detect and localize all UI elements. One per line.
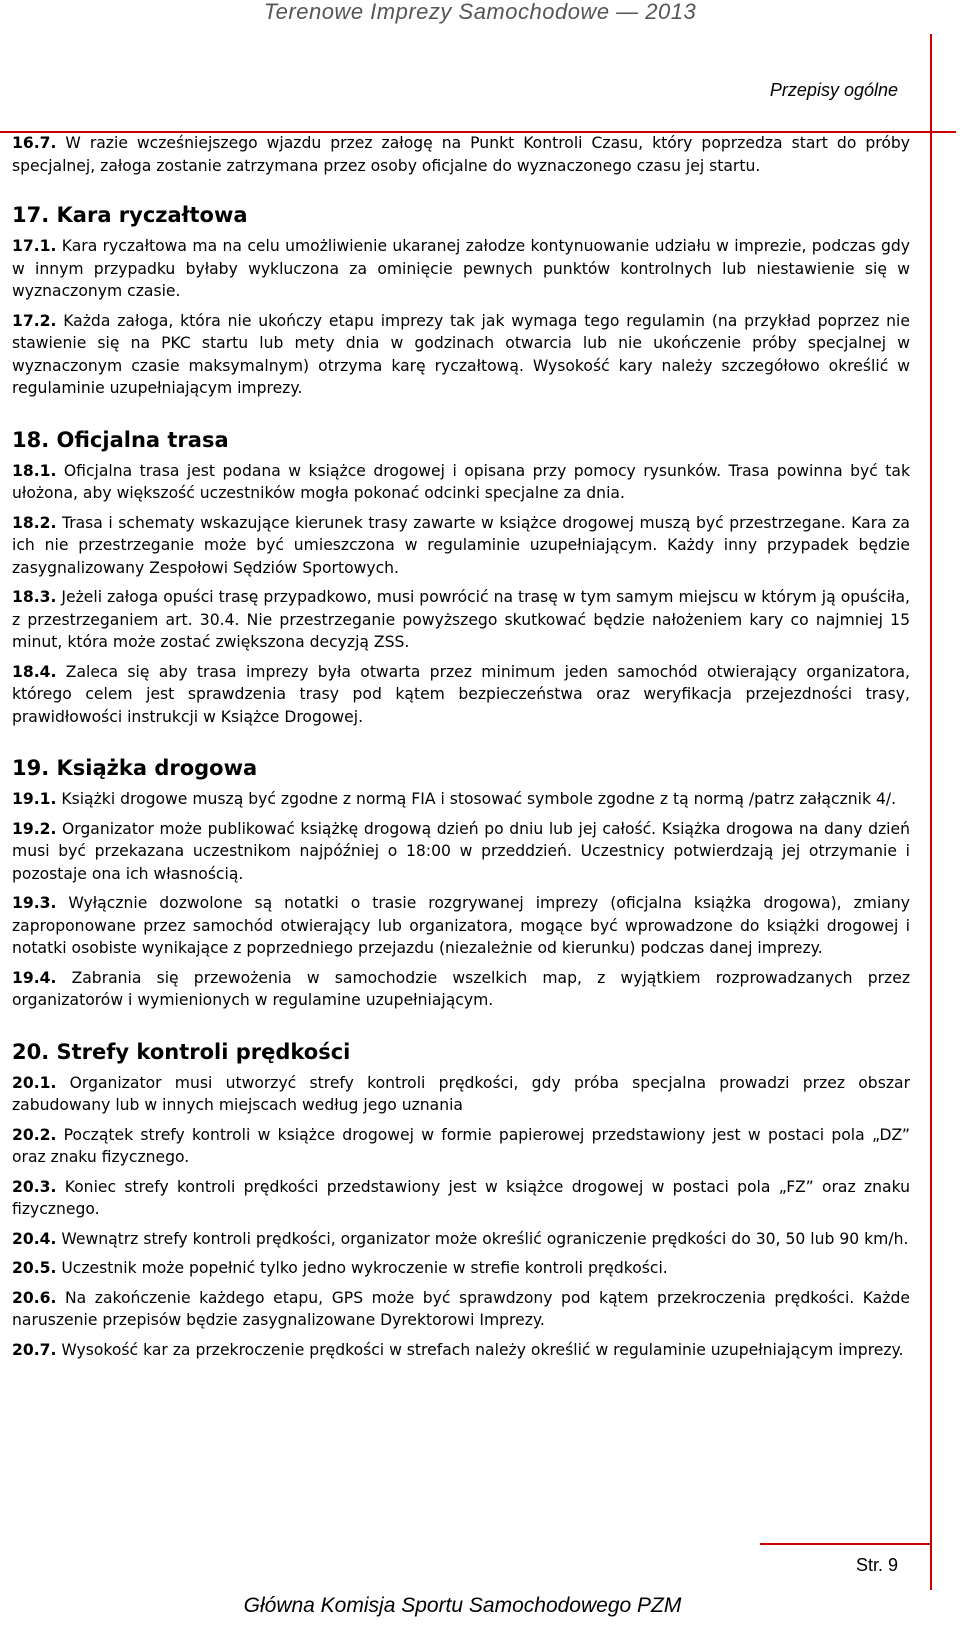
paragraph-number: 18.3.	[12, 588, 57, 606]
paragraph	[12, 1124, 910, 1169]
paragraph	[12, 1339, 910, 1362]
paragraph-text: Jeżeli załoga opuści trasę przypadkowo, musi powrócić na trasę w tym samym miejscu w którym ją opuściła, z przestrzeganiem art. 30.4. Nie przestrzeganie powyższego skutkować będzie nałożeniem kary co najmniej 15 minut, która może zostać zwiększona decyzją ZSS.	[12, 588, 910, 651]
section-heading: 20. Strefy kontroli prędkości	[12, 1039, 351, 1064]
paragraph-text: Wysokość kar za przekroczenie prędkości w strefach należy określić w regulaminie uzupełniającym imprezy.	[56, 1340, 904, 1359]
paragraph	[12, 132, 910, 177]
paragraph-number: 19.4.	[12, 968, 57, 987]
paragraph	[12, 1176, 910, 1221]
header-title: Terenowe Imprezy Samochodowe — 2013	[263, 0, 697, 24]
paragraph-text: Organizator może publikować książkę drogową dzień po dniu lub jej całość. Książka drogowa na dany dzień musi być przekazana uczestnikom najpóźniej o 18:00 w przeddzień. Uczestnicy potwierdzają jej otrzymanie i pozostaje ona ich własnością.	[12, 819, 910, 883]
paragraph-number: 18.1.	[12, 461, 57, 480]
paragraph-text: W razie wcześniejszego wjazdu przez załogę na Punkt Kontroli Czasu, który poprzedza start do próby specjalnej, załoga zostanie zatrzymana przez osoby oficjalne do wyznaczonego czasu jej startu.	[12, 134, 910, 175]
paragraph-number: 19.1.	[12, 790, 57, 808]
paragraph-number: 20.4.	[12, 1229, 57, 1248]
paragraph	[12, 818, 910, 886]
paragraph-text: Książki drogowe muszą być zgodne z normą FIA i stosować symbole zgodne z tą normą /patrz załącznik 4/.	[56, 790, 897, 808]
paragraph-text: Początek strefy kontroli w książce drogowej w formie papierowej przedstawiony jest w postaci pola „DZ” oraz znaku fizycznego.	[12, 1125, 910, 1166]
section-label: Przepisy ogólne	[769, 80, 898, 100]
vertical-rule	[930, 34, 932, 1590]
paragraph-number: 20.5.	[12, 1259, 57, 1277]
paragraph	[12, 460, 910, 505]
section-heading: 19. Książka drogowa	[12, 756, 258, 780]
paragraph-number: 20.1.	[12, 1073, 57, 1092]
paragraph-text: Wyłącznie dozwolone są notatki o trasie rozgrywanej imprezy (oficjalna książka drogowa), zmiany zaproponowane przez samochód otwierający lub organizatora, mogące być wprowadzone do książki drogowej i notatki osobiste wynikające z poprzedniego przejazdu (niezależnie od kierunku) podczas danej imprezy.	[12, 894, 910, 957]
paragraph	[12, 512, 910, 580]
paragraph-text: Zabrania się przewożenia w samochodzie wszelkich map, z wyjątkiem rozprowadzanych przez organizatorów i wymienionych w regulamine uzupełniającym.	[12, 968, 910, 1009]
paragraph	[12, 235, 910, 303]
paragraph-number: 20.7.	[12, 1340, 57, 1359]
paragraph	[12, 586, 910, 654]
section-heading: 18. Oficjalna trasa	[12, 427, 229, 452]
paragraph	[12, 788, 910, 811]
bottom-rule	[760, 1543, 932, 1545]
document-body	[12, 132, 910, 1368]
paragraph-number: 18.4.	[12, 662, 57, 681]
footer-title: Główna Komisja Sportu Samochodowego PZM	[243, 1594, 682, 1617]
paragraph	[12, 1072, 910, 1117]
paragraph-number: 17.2.	[12, 311, 57, 330]
paragraph-text: Organizator musi utworzyć strefy kontroli prędkości, gdy próba specjalna prowadzi przez obszar zabudowany lub w innych miejscach według jego uznania	[12, 1073, 910, 1114]
paragraph-number: 19.2.	[12, 819, 57, 838]
paragraph	[12, 310, 910, 400]
paragraph	[12, 967, 910, 1012]
paragraph-text: Uczestnik może popełnić tylko jedno wykroczenie w strefie kontroli prędkości.	[56, 1259, 668, 1277]
paragraph-text: Kara ryczałtowa ma na celu umożliwienie ukaranej załodze kontynuowanie udziału w imprezie, podczas gdy w innym przypadku byłaby wykluczona za ominięcie pewnych punktów kontrolnych lub niestawienie się w wyznaczonym czasie.	[12, 237, 910, 300]
paragraph-text: Koniec strefy kontroli prędkości przedstawiony jest w książce drogowej w postaci pola „FZ” oraz znaku fizycznego.	[12, 1177, 910, 1218]
paragraph-number: 20.6.	[12, 1288, 57, 1307]
paragraph-text: Każda załoga, która nie ukończy etapu imprezy tak jak wymaga tego regulamin (na przykład poprzez nie stawienie się na PKC startu lub mety dnia w godzinach otwarcia lub nie ukończenie próby specjalnej w wyznaczonym czasie maksymalnym) otrzyma karę ryczałtową. Wysokość kary należy szczegółowo określić w regulaminie uzupełniającym imprezy.	[12, 311, 910, 397]
paragraph	[12, 1257, 910, 1280]
section-heading: 17. Kara ryczałtowa	[12, 203, 248, 227]
paragraph-number: 16.7.	[12, 134, 57, 152]
paragraph-number: 18.2.	[12, 513, 57, 532]
paragraph-number: 20.3.	[12, 1177, 57, 1196]
paragraph-text: Trasa i schematy wskazujące kierunek trasy zawarte w książce drogowej muszą być przestrzegane. Kara za ich nie przestrzeganie może być umieszczona w regulaminie uzupełniającym. Każdy inny przypadek będzie zasygnalizowany Zespołowi Sędziów Sportowych.	[12, 513, 910, 577]
paragraph-text: Na zakończenie każdego etapu, GPS może być sprawdzony pod kątem przekroczenia prędkości. Każde naruszenie przepisów będzie zasygnalizowane Dyrektorowi Imprezy.	[12, 1288, 910, 1329]
paragraph-number: 20.2.	[12, 1125, 57, 1144]
paragraph-number: 17.1.	[12, 237, 57, 255]
paragraph	[12, 1228, 910, 1251]
paragraph	[12, 892, 910, 960]
paragraph-text: Zaleca się aby trasa imprezy była otwarta przez minimum jeden samochód otwierający organizatora, którego celem jest sprawdzenia trasy pod kątem bezpieczeństwa oraz weryfikacja przejezdności trasy, prawidłowości instrukcji w Książce Drogowej.	[12, 662, 910, 726]
paragraph	[12, 661, 910, 729]
paragraph-text: Wewnątrz strefy kontroli prędkości, organizator może określić ograniczenie prędkości do 30, 50 lub 90 km/h.	[56, 1229, 909, 1248]
paragraph	[12, 1287, 910, 1332]
paragraph-number: 19.3.	[12, 894, 57, 912]
paragraph-text: Oficjalna trasa jest podana w książce drogowej i opisana przy pomocy rysunków. Trasa powinna być tak ułożona, aby większość uczestników mogła pokonać odcinki specjalne za dnia.	[12, 461, 910, 502]
page-number: Str. 9	[855, 1555, 898, 1575]
